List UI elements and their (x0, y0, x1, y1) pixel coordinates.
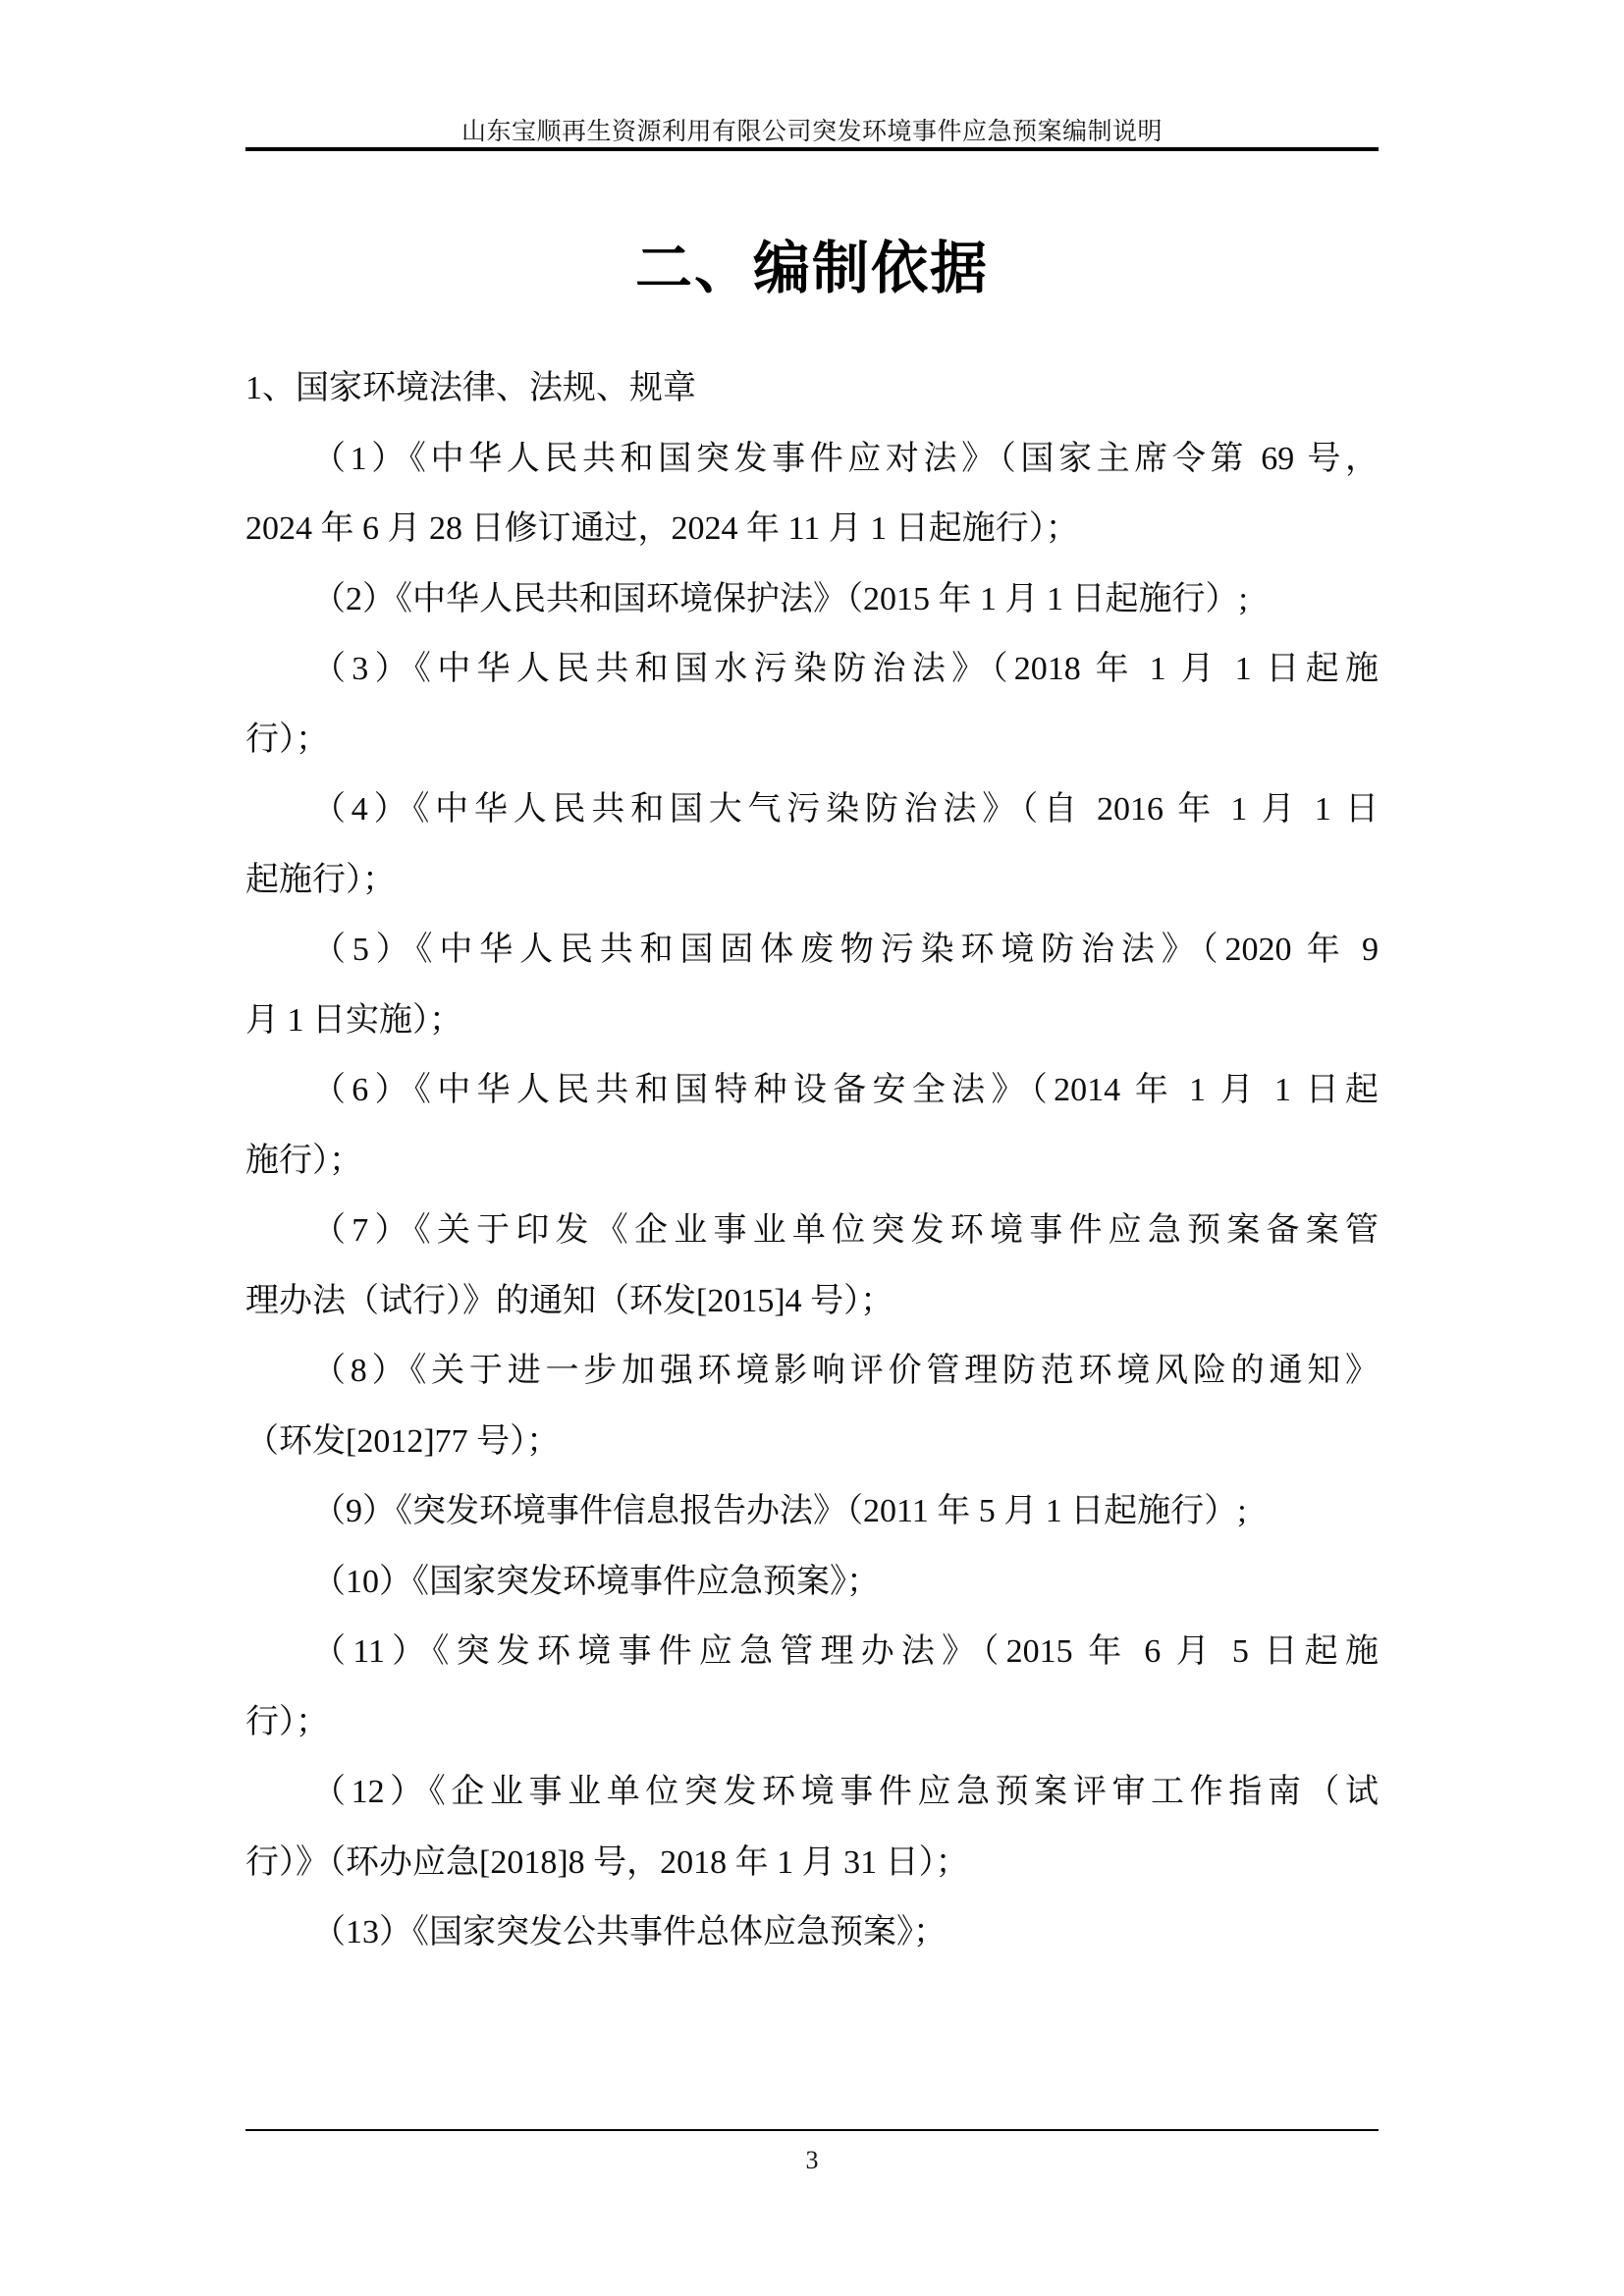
page-number: 3 (805, 2146, 819, 2174)
body-line: （11）《突发环境事件应急管理办法》（2015 年 6 月 5 日起施 (312, 1633, 1379, 1670)
body-line: （12）《企业事业单位突发环境事件应急预案评审工作指南（试 (312, 1774, 1379, 1810)
body-line: 施行）； (245, 1142, 362, 1179)
section-title: 二、编制依据 (634, 237, 989, 300)
body-line: （9）《突发环境事件信息报告办法》（2011 年 5 月 1 日起施行）; (312, 1493, 1247, 1529)
header-rule (245, 147, 1379, 151)
body-line: （5）《中华人民共和国固体废物污染环境防治法》（2020 年 9 (312, 932, 1379, 968)
body-line: 月 1 日实施）； (245, 1001, 462, 1039)
footer-rule (245, 2129, 1379, 2131)
body-line: （8）《关于进一步加强环境影响评价管理防范环境风险的通知》 (312, 1353, 1379, 1389)
body-line: 起施行）； (245, 861, 396, 898)
body-line: （环发[2012]77 号）； (245, 1422, 561, 1460)
body-line: 1、国家环境法律、法规、规章 (245, 370, 696, 406)
body-line: 行）； (245, 721, 329, 758)
body-line: 行）》（环办应急[2018]8 号，2018 年 1 月 31 日）； (245, 1843, 969, 1881)
body-line: 理办法（试行）》的通知（环发[2015]4 号）； (245, 1282, 894, 1319)
body-lines (245, 353, 1379, 1968)
body-line: 行）； (245, 1703, 329, 1740)
body-line: （10）《国家突发环境事件应急预案》； (312, 1563, 880, 1600)
body-line: （7）《关于印发《企业事业单位突发环境事件应急预案备案管 (312, 1212, 1379, 1249)
body-line: （1）《中华人民共和国突发事件应对法》（国家主席令第 69 号， (312, 440, 1379, 477)
body-line: （4）《中华人民共和国大气污染防治法》（自 2016 年 1 月 1 日 (312, 791, 1379, 828)
body-line: （2）《中华人民共和国环境保护法》（2015 年 1 月 1 日起施行）; (312, 580, 1248, 617)
body-line: 2024 年 6 月 28 日修订通过，2024 年 11 月 1 日起施行）； (245, 510, 1079, 547)
body-line: （13）《国家突发公共事件总体应急预案》； (312, 1914, 947, 1950)
page-header: 山东宝顺再生资源利用有限公司突发环境事件应急预案编制说明 (460, 119, 1163, 145)
body-line: （3）《中华人民共和国水污染防治法》（2018 年 1 月 1 日起施 (312, 651, 1379, 687)
body-line: （6）《中华人民共和国特种设备安全法》（2014 年 1 月 1 日起 (312, 1072, 1379, 1108)
